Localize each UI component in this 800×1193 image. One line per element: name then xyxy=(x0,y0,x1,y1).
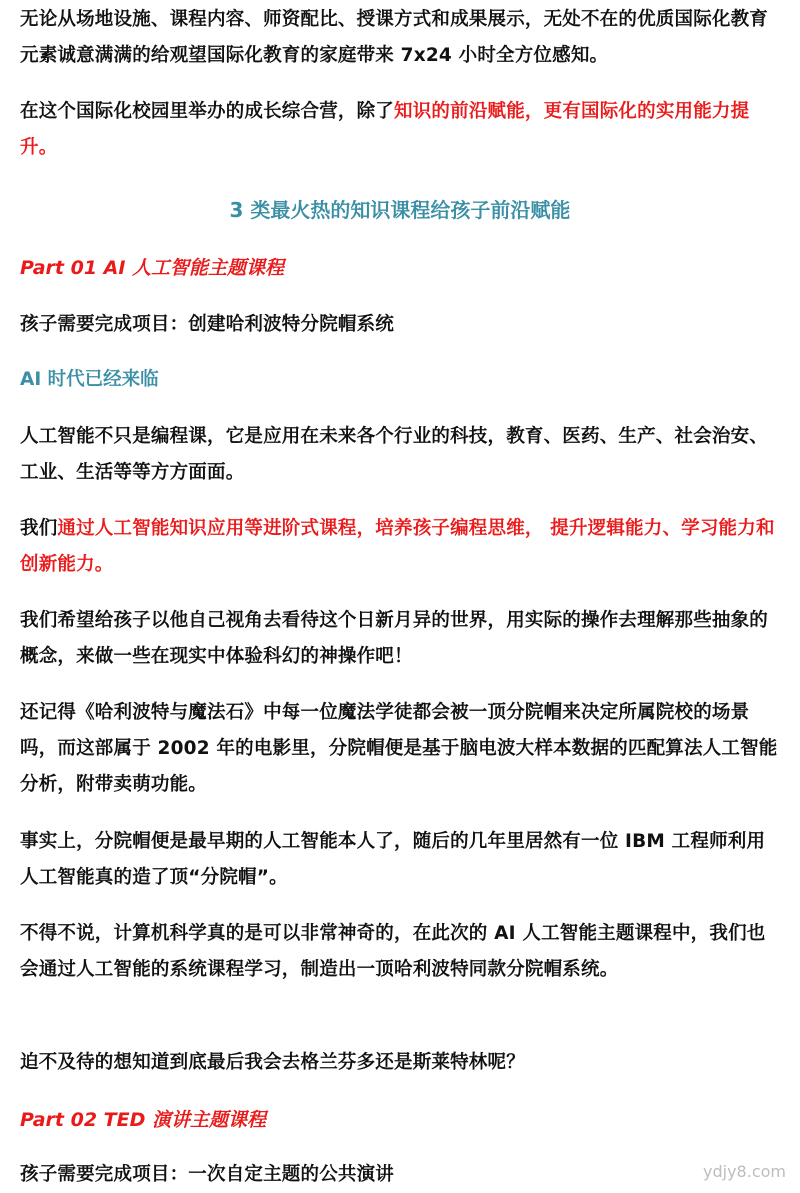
part01-paragraph-5: 事实上，分院帽便是最早期的人工智能本人了，随后的几年里居然有一位 IBM 工程师利用人工智能真的造了顶“分院帽”。 xyxy=(20,831,766,888)
part01-paragraph-7: 迫不及待的想知道到底最后我会去格兰芬多还是斯莱特林呢？ xyxy=(20,1052,525,1073)
part01-paragraph-2-text: 我们 xyxy=(20,518,58,539)
intro-paragraph-2-text: 在这个国际化校园里举办的成长综合营，除了 xyxy=(20,101,395,122)
part01-subheading: AI 时代已经来临 xyxy=(20,369,159,390)
watermark: ydjy8.com xyxy=(703,1162,786,1181)
part01-paragraph-2 xyxy=(20,511,780,583)
part02-project: 孩子需要完成项目：一次自定主题的公共演讲 xyxy=(20,1164,395,1185)
intro-paragraph-1: 无论从场地设施、课程内容、师资配比、授课方式和成果展示，无处不在的优质国际化教育元素诚意满满的给观望国际化教育的家庭带来 7x24 小时全方位感知。 xyxy=(20,9,769,66)
section-title: 3 类最火热的知识课程给孩子前沿赋能 xyxy=(229,198,571,222)
part01-paragraph-1: 人工智能不只是编程课，它是应用在未来各个行业的科技，教育、医药、生产、社会治安、工业、生活等等方方面面。 xyxy=(20,426,769,483)
part01-paragraph-6: 不得不说，计算机科学真的是可以非常神奇的，在此次的 AI 人工智能主题课程中，我们也会通过人工智能的系统课程学习，制造出一顶哈利波特同款分院帽系统。 xyxy=(20,923,766,980)
part01-title: Part 01 AI 人工智能主题课程 xyxy=(20,257,285,279)
part01-paragraph-4: 还记得《哈利波特与魔法石》中每一位魔法学徒都会被一顶分院帽来决定所属院校的场景吗，而这部属于 2002 年的电影里，分院帽便是基于脑电波大样本数据的匹配算法人工智能分析，附带卖萌功能。 xyxy=(20,702,778,795)
part01-project: 孩子需要完成项目：创建哈利波特分院帽系统 xyxy=(20,314,395,335)
part02-title: Part 02 TED 演讲主题课程 xyxy=(20,1109,266,1131)
part01-paragraph-3: 我们希望给孩子以他自己视角去看待这个日新月异的世界，用实际的操作去理解那些抽象的概念，来做一些在现实中体验科幻的神操作吧！ xyxy=(20,610,769,667)
part01-paragraph-2-highlight: 通过人工智能知识应用等进阶式课程，培养孩子编程思维， 提升逻辑能力、学习能力和创新能力。 xyxy=(20,518,775,575)
intro-paragraph-2 xyxy=(20,94,780,166)
intro-paragraph-2-highlight: 知识的前沿赋能，更有国际化的实用能力提升。 xyxy=(20,101,750,158)
